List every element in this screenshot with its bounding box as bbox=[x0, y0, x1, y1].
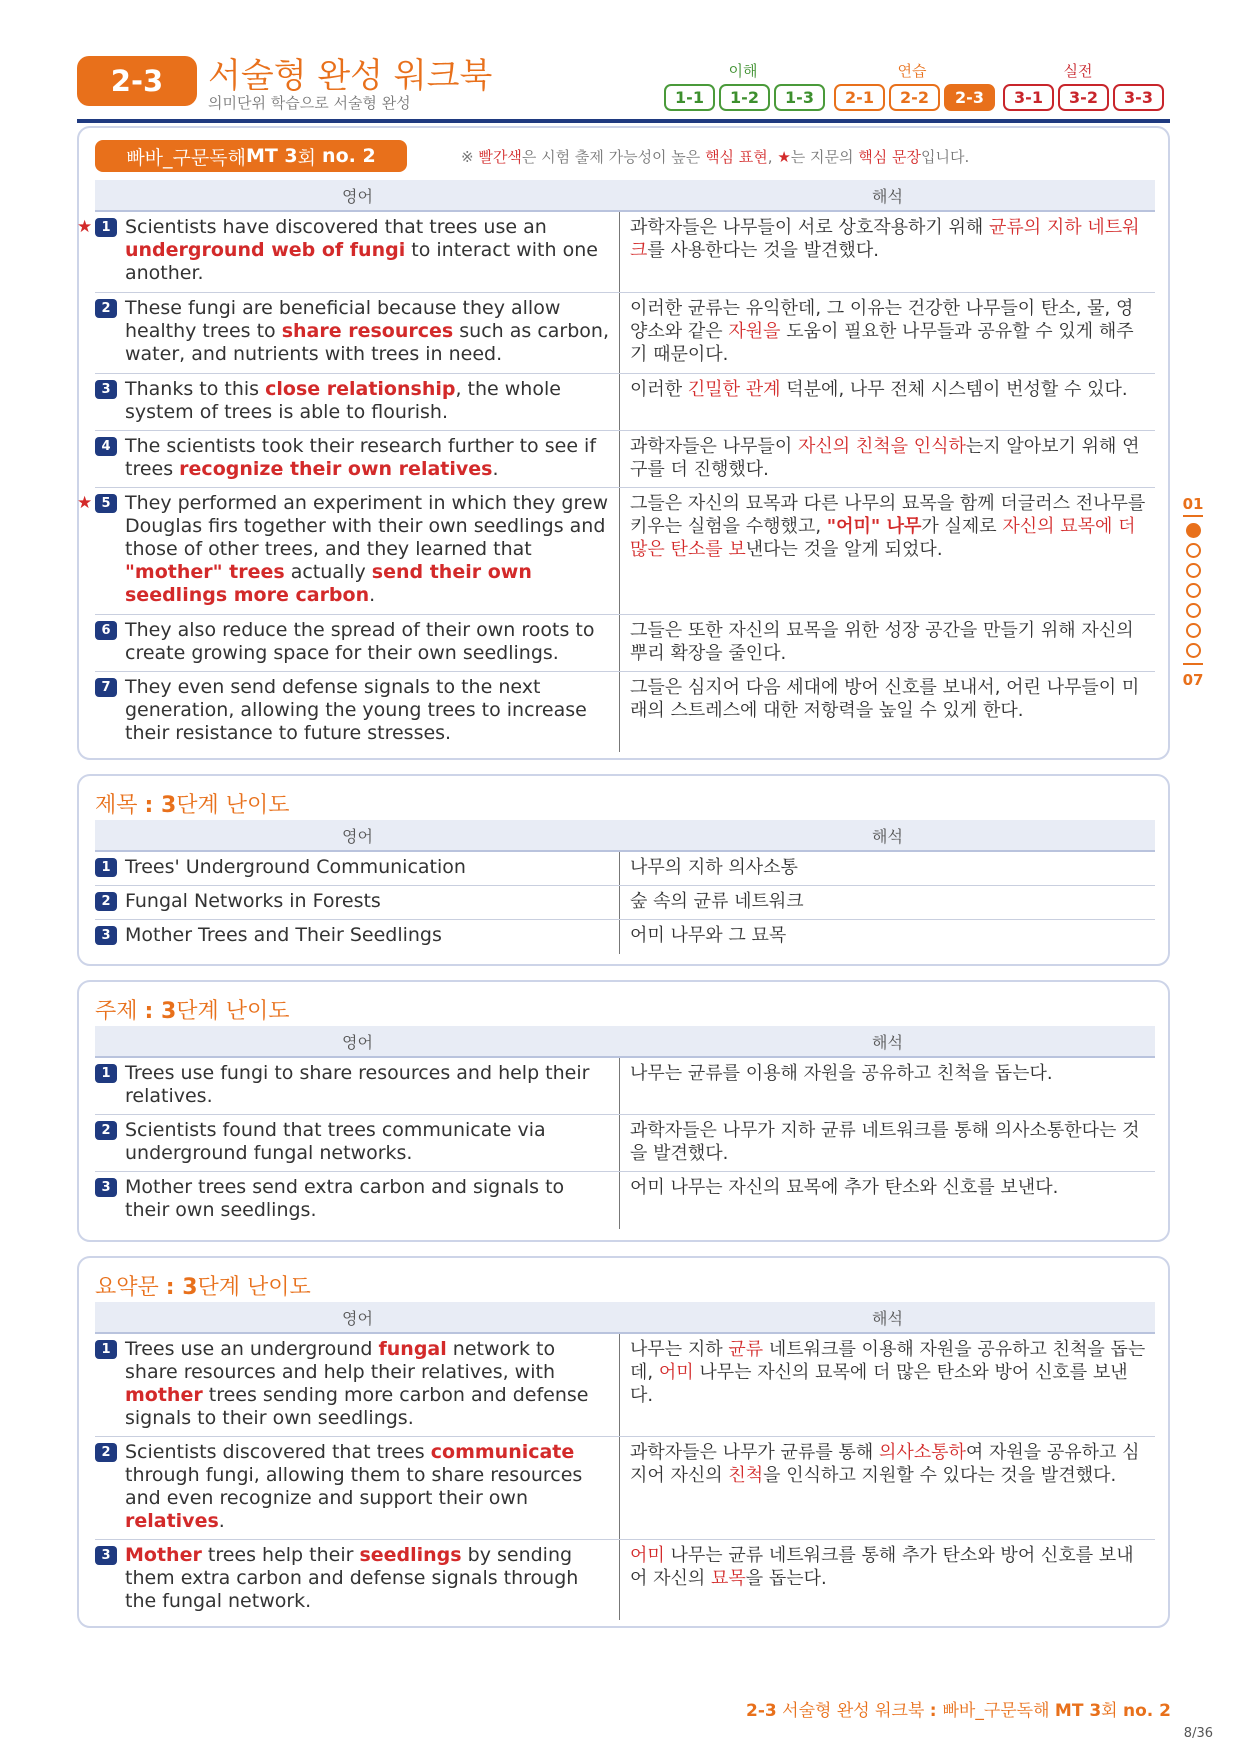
stage-label-real: 실전 bbox=[1063, 62, 1093, 80]
note-part: , bbox=[767, 148, 778, 166]
col-header-english: 영어 bbox=[342, 1032, 373, 1052]
text: 과학자들은 나무가 균류를 통해 bbox=[630, 1442, 879, 1463]
note-part: 는 지문의 bbox=[790, 148, 859, 166]
key-word: 균류 bbox=[728, 1339, 764, 1360]
key-word: 묘목 bbox=[711, 1568, 746, 1589]
key-expression: send their own seedlings more carbon bbox=[125, 561, 532, 606]
translation-cell bbox=[620, 1540, 1155, 1620]
table-row bbox=[95, 852, 1155, 886]
text: 이러한 bbox=[630, 379, 688, 400]
nav-dot[interactable] bbox=[1186, 583, 1201, 598]
title-table bbox=[95, 820, 1155, 954]
note-part: 은 시험 출제 가능성이 높은 bbox=[521, 148, 706, 166]
footer-caption bbox=[746, 1696, 1171, 1721]
text: 나무는 지하 bbox=[630, 1339, 729, 1360]
english-cell bbox=[77, 488, 620, 614]
table-row bbox=[95, 886, 1155, 920]
key-expression: 균류의 지하 네트워크 bbox=[630, 217, 1140, 261]
text: Thanks to this bbox=[125, 378, 266, 400]
nav-dot[interactable] bbox=[1186, 563, 1201, 578]
stage-group-understand bbox=[664, 84, 825, 111]
stage-box-3-2[interactable]: 3-2 bbox=[1058, 84, 1109, 111]
text: 이러한 균류는 유익한데, 그 이유는 건강한 나무들이 탄소, 물, 영양소와 같은 bbox=[630, 298, 1134, 342]
key-word: seedlings bbox=[359, 1544, 462, 1566]
summary-table bbox=[95, 1302, 1155, 1620]
key-expression: 긴밀한 관계 bbox=[687, 379, 781, 400]
key-expression: share resources bbox=[281, 320, 454, 342]
text: such as carbon, water, and nutrients with trees in need. bbox=[125, 320, 609, 365]
side-nav-divider bbox=[1183, 515, 1203, 517]
table-row bbox=[95, 672, 1155, 752]
sentence-number: 5 bbox=[95, 494, 117, 513]
table-row bbox=[95, 1172, 1155, 1229]
table-header bbox=[95, 1026, 1155, 1058]
text: 을 인식하고 지원할 수 있다는 것을 발견했다. bbox=[763, 1465, 1117, 1486]
heading-text: 제목 bbox=[95, 793, 145, 818]
footer-sep: : bbox=[929, 1701, 943, 1721]
col-header-translation: 해석 bbox=[872, 186, 903, 206]
option-number: 3 bbox=[95, 926, 117, 945]
translation-cell bbox=[620, 212, 1155, 292]
key-word: Mother bbox=[125, 1544, 202, 1566]
translation-cell bbox=[620, 488, 1155, 614]
heading-level: : 3 bbox=[144, 793, 177, 818]
text: actually bbox=[284, 561, 372, 583]
heading-text: 단계 난이도 bbox=[176, 793, 290, 818]
key-expression: recognize their own relatives bbox=[179, 458, 493, 480]
text: . bbox=[492, 458, 499, 480]
title-panel bbox=[77, 774, 1170, 966]
sentence-number: 1 bbox=[95, 218, 117, 237]
col-header-translation: 해석 bbox=[872, 826, 903, 846]
pill-bold: MT 3 bbox=[245, 145, 298, 167]
table-row bbox=[95, 920, 1155, 954]
text: network to share resources and help their relatives, with bbox=[125, 1338, 556, 1383]
option-number: 3 bbox=[95, 1178, 117, 1197]
option-number: 1 bbox=[95, 858, 117, 877]
table-row bbox=[77, 488, 1155, 615]
text: Scientists found that trees communicate via underground fungal networks. bbox=[125, 1119, 546, 1164]
key-expression: close relationship bbox=[265, 378, 456, 400]
heading-level: : 3 bbox=[165, 1275, 198, 1300]
footer-source: 빠바_구문독해 bbox=[942, 1701, 1055, 1721]
col-header-english: 영어 bbox=[342, 1308, 373, 1328]
text: to interact with one another. bbox=[125, 239, 598, 284]
sentence-number: 3 bbox=[95, 380, 117, 399]
option-number: 1 bbox=[95, 1340, 117, 1359]
pill-prefix: 빠바_구문독해 bbox=[126, 146, 246, 169]
sentence-number: 4 bbox=[95, 437, 117, 456]
col-header-english: 영어 bbox=[342, 826, 373, 846]
key-word: 의사소통하 bbox=[878, 1442, 966, 1463]
stage-label-practice: 연습 bbox=[897, 62, 927, 80]
english-cell bbox=[95, 886, 620, 919]
text: Scientists have discovered that trees use an bbox=[125, 216, 547, 238]
text: trees help their bbox=[201, 1544, 360, 1566]
table-row bbox=[95, 615, 1155, 672]
sentence-number: 6 bbox=[95, 621, 117, 640]
note-red-word: 빨간색 bbox=[478, 148, 522, 166]
footer-source-bold: no. 2 bbox=[1123, 1701, 1171, 1721]
text: They even send defense signals to the next generation, allowing the young trees to increase their resistance to future stresses. bbox=[125, 676, 587, 744]
theme-panel bbox=[77, 980, 1170, 1242]
text: . bbox=[369, 584, 376, 606]
side-nav-divider bbox=[1183, 663, 1203, 665]
english-cell bbox=[95, 431, 620, 487]
table-row bbox=[95, 374, 1155, 431]
translation-cell bbox=[620, 293, 1155, 373]
star-icon: ★ bbox=[77, 217, 93, 237]
theme-table bbox=[95, 1026, 1155, 1229]
english-cell bbox=[95, 1058, 620, 1114]
text: 네트워크를 이용해 자원을 공유하고 친척을 돕는데, bbox=[630, 1339, 1146, 1383]
footer-source-bold: MT 3 bbox=[1054, 1701, 1102, 1721]
key-expression: underground web of fungi bbox=[125, 239, 406, 261]
translation-cell bbox=[620, 431, 1155, 487]
stage-box-2-3[interactable]: 2-3 bbox=[944, 84, 995, 111]
text: by sending them extra carbon and defense signals through the fungal network. bbox=[125, 1544, 579, 1612]
stage-box-1-1[interactable]: 1-1 bbox=[664, 84, 715, 111]
translation-cell: 어미 나무는 자신의 묘목에 추가 탄소와 신호를 보낸다. bbox=[630, 1177, 1059, 1198]
summary-panel bbox=[77, 1256, 1170, 1628]
text: , the whole system of trees is able to flourish. bbox=[125, 378, 561, 423]
key-word: fungal bbox=[378, 1338, 447, 1360]
key-expression: 자신의 친척을 인식하 bbox=[797, 436, 966, 457]
lesson-badge: 2-3 bbox=[77, 56, 197, 106]
key-expression: "어미" 나무 bbox=[826, 516, 922, 537]
option-number: 2 bbox=[95, 1121, 117, 1140]
note-key-expression: 핵심 표현 bbox=[705, 148, 768, 166]
key-expression: "mother" trees bbox=[125, 561, 285, 583]
legend-note bbox=[461, 146, 969, 167]
translation-cell bbox=[620, 374, 1155, 430]
text: 여 자원을 공유하고 심지어 자신의 bbox=[630, 1442, 1140, 1486]
text: 를 사용한다는 것을 발견했다. bbox=[647, 240, 879, 261]
section-heading bbox=[95, 1270, 311, 1301]
heading-text: 단계 난이도 bbox=[197, 1275, 311, 1300]
text: . bbox=[218, 1510, 225, 1532]
text: Mother trees send extra carbon and signals to their own seedlings. bbox=[125, 1176, 565, 1221]
col-header-english: 영어 bbox=[342, 186, 373, 206]
translation-cell: 그들은 심지어 다음 세대에 방어 신호를 보내서, 어린 나무들이 미래의 스트레스에 대한 저항력을 높일 수 있게 한다. bbox=[630, 677, 1140, 721]
english-cell bbox=[95, 615, 620, 671]
nav-dot-active[interactable] bbox=[1186, 523, 1201, 538]
text: 을 돕는다. bbox=[745, 1568, 827, 1589]
english-cell bbox=[95, 1115, 620, 1171]
col-header-translation: 해석 bbox=[872, 1308, 903, 1328]
translation-cell bbox=[620, 1437, 1155, 1539]
english-cell bbox=[95, 1334, 620, 1436]
stage-box-1-2[interactable]: 1-2 bbox=[719, 84, 770, 111]
nav-dot[interactable] bbox=[1186, 623, 1201, 638]
star-icon: ★ bbox=[777, 148, 791, 166]
passage-table bbox=[77, 180, 1155, 752]
text: They also reduce the spread of their own roots to create growing space for their own seedlings. bbox=[125, 619, 595, 664]
star-icon: ★ bbox=[77, 493, 93, 513]
translation-cell bbox=[620, 1334, 1155, 1436]
col-header-translation: 해석 bbox=[872, 1032, 903, 1052]
english-cell bbox=[95, 293, 620, 373]
table-row bbox=[95, 1540, 1155, 1620]
pill-mid: 회 bbox=[297, 146, 316, 169]
nav-dot[interactable] bbox=[1186, 543, 1201, 558]
key-expression: 자신의 묘목에 더 많은 탄소를 보 bbox=[630, 516, 1136, 560]
nav-dot[interactable] bbox=[1186, 643, 1201, 658]
section-heading bbox=[95, 788, 290, 819]
text: 과학자들은 나무들이 서로 상호작용하기 위해 bbox=[630, 217, 989, 238]
translation-cell: 어미 나무와 그 묘목 bbox=[630, 925, 787, 946]
english-cell bbox=[95, 852, 620, 885]
heading-text: 요약문 bbox=[95, 1275, 166, 1300]
stage-label-understand: 이해 bbox=[728, 62, 758, 80]
table-row bbox=[95, 1115, 1155, 1172]
footer-code: 2-3 bbox=[746, 1701, 777, 1721]
table-row bbox=[95, 1437, 1155, 1540]
table-row bbox=[95, 431, 1155, 488]
heading-level: : 3 bbox=[144, 999, 177, 1024]
heading-text: 주제 bbox=[95, 999, 145, 1024]
stage-box-2-2[interactable]: 2-2 bbox=[889, 84, 940, 111]
translation-cell: 나무의 지하 의사소통 bbox=[630, 857, 798, 878]
key-word: communicate bbox=[430, 1441, 575, 1463]
table-header bbox=[95, 1302, 1155, 1334]
text: Trees use fungi to share resources and help their relatives. bbox=[125, 1062, 590, 1107]
key-word: 어미 bbox=[630, 1545, 665, 1566]
translation-cell: 나무는 균류를 이용해 자원을 공유하고 친척을 돕는다. bbox=[630, 1063, 1053, 1084]
option-number: 2 bbox=[95, 892, 117, 911]
page-subtitle: 의미단위 학습으로 서술형 완성 bbox=[208, 94, 411, 112]
english-cell bbox=[95, 920, 620, 954]
stage-box-3-1[interactable]: 3-1 bbox=[1003, 84, 1054, 111]
stage-box-3-3[interactable]: 3-3 bbox=[1113, 84, 1164, 111]
text: Mother Trees and Their Seedlings bbox=[125, 924, 442, 946]
section-heading bbox=[95, 994, 290, 1025]
note-part: 입니다. bbox=[921, 148, 970, 166]
sentence-number: 7 bbox=[95, 678, 117, 697]
table-row bbox=[95, 293, 1155, 374]
text: These fungi are beneficial because they allow healthy trees to bbox=[125, 297, 561, 342]
text: 는지 알아보기 위해 연구를 더 진행했다. bbox=[630, 436, 1140, 480]
side-page-nav bbox=[1178, 495, 1208, 689]
english-cell bbox=[77, 212, 620, 292]
text: 낸다는 것을 알게 되었다. bbox=[745, 539, 943, 560]
text: Scientists discovered that trees bbox=[125, 1441, 431, 1463]
heading-text: 단계 난이도 bbox=[176, 999, 290, 1024]
text: Fungal Networks in Forests bbox=[125, 890, 381, 912]
option-number: 2 bbox=[95, 1443, 117, 1462]
pill-bold2: no. 2 bbox=[322, 145, 376, 167]
page-title: 서술형 완성 워크북 bbox=[208, 56, 493, 96]
text: Trees' Underground Communication bbox=[125, 856, 466, 878]
note-key-sentence: 핵심 문장 bbox=[858, 148, 922, 166]
passage-source-pill bbox=[95, 140, 407, 172]
text: Trees use an underground bbox=[125, 1338, 379, 1360]
footer-title: 서술형 완성 워크북 bbox=[776, 1701, 930, 1721]
text: 도움이 필요한 나무들과 공유할 수 있게 해주기 때문이다. bbox=[630, 321, 1134, 365]
key-expression: 자원을 bbox=[728, 321, 781, 342]
text: The scientists took their research further to see if trees bbox=[125, 435, 597, 480]
key-word: relatives bbox=[125, 1510, 219, 1532]
sentence-number: 2 bbox=[95, 299, 117, 318]
page-number: 8/36 bbox=[1183, 1726, 1213, 1741]
stage-group-practice bbox=[834, 84, 995, 111]
text: trees sending more carbon and defense signals to their own seedlings. bbox=[125, 1384, 589, 1429]
english-cell bbox=[95, 1540, 620, 1620]
option-number: 1 bbox=[95, 1064, 117, 1083]
passage-table-header bbox=[95, 180, 1155, 212]
option-number: 3 bbox=[95, 1546, 117, 1565]
english-cell bbox=[95, 1172, 620, 1229]
translation-cell: 과학자들은 나무가 지하 균류 네트워크를 통해 의사소통한다는 것을 발견했다. bbox=[630, 1120, 1140, 1164]
key-word: mother bbox=[125, 1384, 203, 1406]
translation-cell: 그들은 또한 자신의 묘목을 위한 성장 공간을 만들기 위해 자신의 뿌리 확장을 줄인다. bbox=[630, 620, 1134, 664]
note-part: ※ bbox=[461, 148, 479, 166]
text: 나무는 균류 네트워크를 통해 추가 탄소와 방어 신호를 보내어 자신의 bbox=[630, 1545, 1134, 1589]
nav-dot[interactable] bbox=[1186, 603, 1201, 618]
header-divider bbox=[77, 119, 1170, 123]
stage-box-2-1[interactable]: 2-1 bbox=[834, 84, 885, 111]
english-cell bbox=[95, 672, 620, 752]
english-cell bbox=[95, 374, 620, 430]
english-cell bbox=[95, 1437, 620, 1539]
text: 가 실제로 bbox=[921, 516, 1003, 537]
table-row bbox=[95, 1334, 1155, 1437]
key-word: 어미 bbox=[658, 1362, 694, 1383]
translation-cell: 숲 속의 균류 네트워크 bbox=[630, 891, 804, 912]
text: They performed an experiment in which they grew Douglas firs together with their own seedlings and those of other trees, and they learned that bbox=[125, 492, 609, 560]
side-nav-end: 07 bbox=[1182, 671, 1204, 689]
key-word: 친척 bbox=[728, 1465, 764, 1486]
text: 나무는 자신의 묘목에 더 많은 탄소와 방어 신호를 보낸다. bbox=[630, 1362, 1128, 1406]
table-header bbox=[95, 820, 1155, 852]
stage-group-real bbox=[1003, 84, 1164, 111]
text: 과학자들은 나무들이 bbox=[630, 436, 798, 457]
passage-panel bbox=[77, 126, 1170, 760]
side-nav-start: 01 bbox=[1182, 495, 1204, 513]
text: 덕분에, 나무 전체 시스템이 번성할 수 있다. bbox=[780, 379, 1128, 400]
text: 그들은 자신의 묘목과 다른 나무의 묘목을 함께 더글러스 전나무를 키우는 실험을 수행했고, bbox=[630, 493, 1146, 537]
footer-source: 회 bbox=[1101, 1701, 1123, 1721]
table-row bbox=[95, 1058, 1155, 1115]
text: through fungi, allowing them to share resources and even recognize and support their own bbox=[125, 1464, 583, 1509]
table-row bbox=[77, 212, 1155, 293]
stage-box-1-3[interactable]: 1-3 bbox=[774, 84, 825, 111]
